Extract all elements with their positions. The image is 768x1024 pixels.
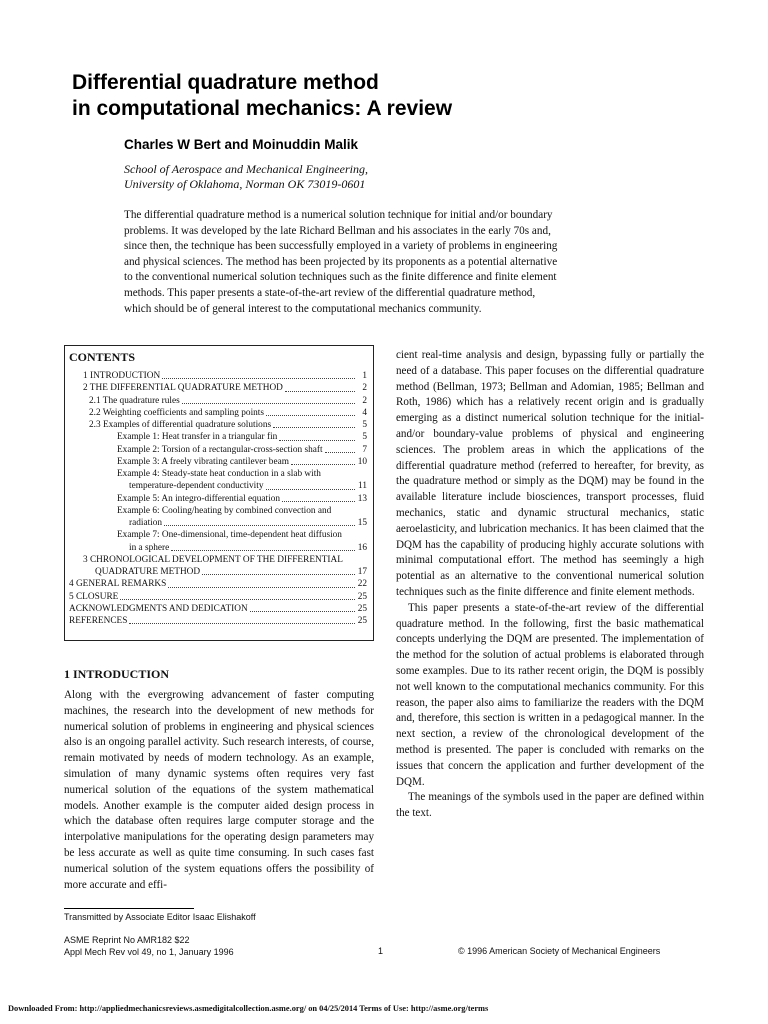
title-line-1: Differential quadrature method xyxy=(72,71,379,94)
toc-entry xyxy=(69,370,367,382)
toc-entry-page: 16 xyxy=(357,542,367,553)
toc-entry-label: Example 1: Heat transfer in a triangular fin xyxy=(117,432,278,443)
abstract-line: since then, the technique has been successfully employed in a variety of problems in engineering xyxy=(124,240,558,253)
title-line-2: in computational mechanics: A review xyxy=(72,97,453,120)
toc-entry-page: 4 xyxy=(362,407,367,418)
toc-dot-leader xyxy=(168,587,355,588)
toc-entry-page: 25 xyxy=(357,603,367,614)
toc-dot-leader xyxy=(266,489,356,490)
toc-entry xyxy=(69,554,367,566)
toc-entry-label: Example 6: Cooling/heating by combined convection and xyxy=(117,505,332,516)
journal-line: Appl Mech Rev vol 49, no 1, January 1996 xyxy=(64,947,234,957)
toc-entry-page: 1 xyxy=(362,371,367,381)
toc-entry-label: radiation xyxy=(129,518,163,528)
toc-entry-label: Example 5: An integro-differential equation xyxy=(117,493,280,504)
toc-dot-leader xyxy=(282,501,355,502)
toc-entry xyxy=(69,505,367,517)
toc-dot-leader xyxy=(182,403,355,404)
toc-entry-page: 5 xyxy=(362,420,367,430)
toc-entry xyxy=(69,529,367,541)
toc-entry-page: 2 xyxy=(362,395,367,406)
toc-entry-page: 5 xyxy=(362,432,367,443)
toc-dot-leader xyxy=(266,415,355,416)
abstract-line: to the conventional numerical solution techniques such as the finite difference and finite element xyxy=(124,271,557,284)
toc-dot-leader xyxy=(325,452,355,453)
contents-heading: CONTENTS xyxy=(69,350,136,364)
toc-entry-label: REFERENCES xyxy=(69,616,128,626)
reprint-info xyxy=(64,934,234,958)
affiliation-line-2: University of Oklahoma, Norman OK 73019-0601 xyxy=(124,177,366,191)
toc-entry-page: 7 xyxy=(362,444,367,455)
toc-dot-leader xyxy=(162,378,355,379)
toc-list xyxy=(69,370,367,627)
toc-entry xyxy=(69,456,367,468)
toc-dot-leader xyxy=(273,427,355,428)
toc-entry xyxy=(69,542,367,554)
toc-entry-label: ACKNOWLEDGMENTS AND DEDICATION xyxy=(69,603,248,614)
toc-entry xyxy=(69,480,367,492)
toc-entry-page: 17 xyxy=(357,567,367,577)
toc-entry-label: temperature-dependent conductivity xyxy=(129,481,264,492)
toc-entry xyxy=(69,493,367,505)
footnote: Transmitted by Associate Editor Isaac Elishakoff xyxy=(64,912,256,922)
paragraph: Along with the evergrowing advancement of faster computing machines, the research into the development of new methods for numerical solution of problems in engineering and physical sciences also is an ongoing parallel activity. Such research interests, of course, remain motivated by needs of modern technology. As an example, simulation of many dynamic systems often requires very fast numerical solution of the equations of the system mathematical models. Another example is the computer aided design process in which the database often requires large computer storage and the interpolative manipulations for the operating design parameters may be less accurate as well as quite time consuming. In such cases fast numerical solution of the system equations offers the possibility of more accurate and effi- xyxy=(64,689,374,891)
toc-entry-label: 2.2 Weighting coefficients and sampling points xyxy=(89,407,265,418)
abstract-line: which should be of general interest to the computational mechanics community. xyxy=(124,302,482,315)
footnote-divider xyxy=(64,908,194,909)
toc-dot-leader xyxy=(291,464,355,465)
toc-dot-leader xyxy=(250,611,355,612)
toc-entry xyxy=(69,517,367,529)
toc-dot-leader xyxy=(285,391,355,392)
abstract-line: problems. It was developed by the late Richard Bellman and his associates in the early 70s and, xyxy=(124,224,551,237)
toc-entry-label: 2 THE DIFFERENTIAL QUADRATURE METHOD xyxy=(83,383,283,394)
toc-entry-page: 25 xyxy=(357,591,367,602)
paragraph: This paper presents a state-of-the-art review of the differential quadrature method. In the following, first the basic mathematical concepts underlying the DQM are presented. The implementation of the method for the solution of actual problems is elaborated through some examples. Due to its rather recent origin, the DQM is possibly not well known to the computational mechanics community. For this reason, the paper also aims to familiarize the readers with the DQM and, therefore, this section is written in a pedagogical manner. In the next section, a review of the chronological development of the method is presented. The paper is concluded with remarks on the issues that concern the application and further development of the DQM. xyxy=(396,601,704,788)
toc-dot-leader xyxy=(120,599,355,600)
toc-entry-page: 13 xyxy=(357,493,367,504)
affiliation-line-1: School of Aerospace and Mechanical Engineering, xyxy=(124,162,368,176)
right-column-text xyxy=(396,348,704,822)
section-heading-introduction: 1 INTRODUCTION xyxy=(64,667,170,681)
abstract-line: methods. This paper presents a state-of-the-art review of the differential quadrature method, xyxy=(124,286,536,299)
paragraph: The meanings of the symbols used in the paper are defined within the text. xyxy=(396,791,704,820)
reprint-line: ASME Reprint No AMR182 $22 xyxy=(64,935,190,945)
copyright: © 1996 American Society of Mechanical Engineers xyxy=(458,946,661,956)
toc-entry-label: in a sphere xyxy=(129,542,170,553)
toc-entry xyxy=(69,615,367,627)
toc-entry-label: 3 CHRONOLOGICAL DEVELOPMENT OF THE DIFFERENTIAL xyxy=(83,554,343,565)
toc-entry-page: 2 xyxy=(362,383,367,394)
toc-entry-page: 11 xyxy=(358,481,367,492)
toc-dot-leader xyxy=(279,440,355,441)
page-number: 1 xyxy=(378,946,384,956)
toc-entry-label: QUADRATURE METHOD xyxy=(95,567,201,577)
paragraph: cient real-time analysis and design, bypassing fully or partially the need of a database. This paper focuses on the differential quadrature method (Bellman, 1973; Bellman and Adomian, 1985; Bellman and Roth, 1986) which has a relatively recent origin and is gradually emerging as a distinct numerical solution technique for the initial- and/or boundary-value problems of physical and engineering sciences. The problem areas in which the applications of the differential quadrature method (referred to hereafter, for brevity, as the quadrature method or simply as the DQM) may be found in the available literature include biosciences, transport processes, fluid mechanics, static and dynamic structural mechanics, static aeroelasticity, and lubrication mechanics. It has been claimed that the DQM has the capability of producing highly accurate solutions with minimal computational effort. The method has seemingly a high potential as an alternative to the conventional numerical solution techniques such as the finite difference and finite element methods. xyxy=(396,349,704,598)
toc-entry-label: Example 2: Torsion of a rectangular-cross-section shaft xyxy=(117,444,323,455)
affiliation xyxy=(124,162,368,192)
abstract-line: and physical sciences. The method has been projected by its proponents as a potential alternative xyxy=(124,255,558,268)
table-of-contents xyxy=(64,345,374,641)
left-column-text xyxy=(64,688,374,893)
toc-entry xyxy=(69,578,367,590)
paper-title xyxy=(72,70,712,122)
toc-entry xyxy=(69,395,367,407)
toc-entry-label: 2.1 The quadrature rules xyxy=(89,395,180,406)
toc-entry-label: Example 7: One-dimensional, time-dependent heat diffusion xyxy=(117,530,342,541)
toc-entry xyxy=(69,431,367,443)
toc-entry xyxy=(69,419,367,431)
authors: Charles W Bert and Moinuddin Malik xyxy=(124,137,359,152)
toc-entry-label: 4 GENERAL REMARKS xyxy=(69,579,167,590)
toc-dot-leader xyxy=(164,525,355,526)
toc-entry-label: Example 3: A freely vibrating cantilever beam xyxy=(117,456,289,467)
abstract xyxy=(124,208,624,317)
toc-entry-page: 25 xyxy=(357,616,367,626)
abstract-line: The differential quadrature method is a numerical solution technique for initial and/or boundary xyxy=(124,209,553,221)
toc-entry xyxy=(69,566,367,578)
toc-entry xyxy=(69,382,367,394)
toc-entry-page: 10 xyxy=(357,456,367,467)
toc-entry xyxy=(69,407,367,419)
toc-dot-leader xyxy=(129,623,355,624)
toc-entry xyxy=(69,591,367,603)
toc-entry xyxy=(69,468,367,480)
download-notice: Downloaded From: http://appliedmechanicsreviews.asmedigitalcollection.asme.org/ on 04/25/2014 Terms of Use: http://asme.org/terms xyxy=(8,1004,489,1013)
toc-entry xyxy=(69,444,367,456)
toc-dot-leader xyxy=(202,574,355,575)
toc-entry xyxy=(69,603,367,615)
toc-dot-leader xyxy=(171,550,355,551)
toc-entry-page: 15 xyxy=(357,518,367,528)
toc-entry-label: 1 INTRODUCTION xyxy=(83,371,161,381)
toc-entry-label: 2.3 Examples of differential quadrature solutions xyxy=(89,420,272,430)
toc-entry-page: 22 xyxy=(357,579,367,590)
toc-entry-label: Example 4: Steady-state heat conduction in a slab with xyxy=(117,469,321,479)
toc-entry-label: 5 CLOSURE xyxy=(69,591,119,602)
